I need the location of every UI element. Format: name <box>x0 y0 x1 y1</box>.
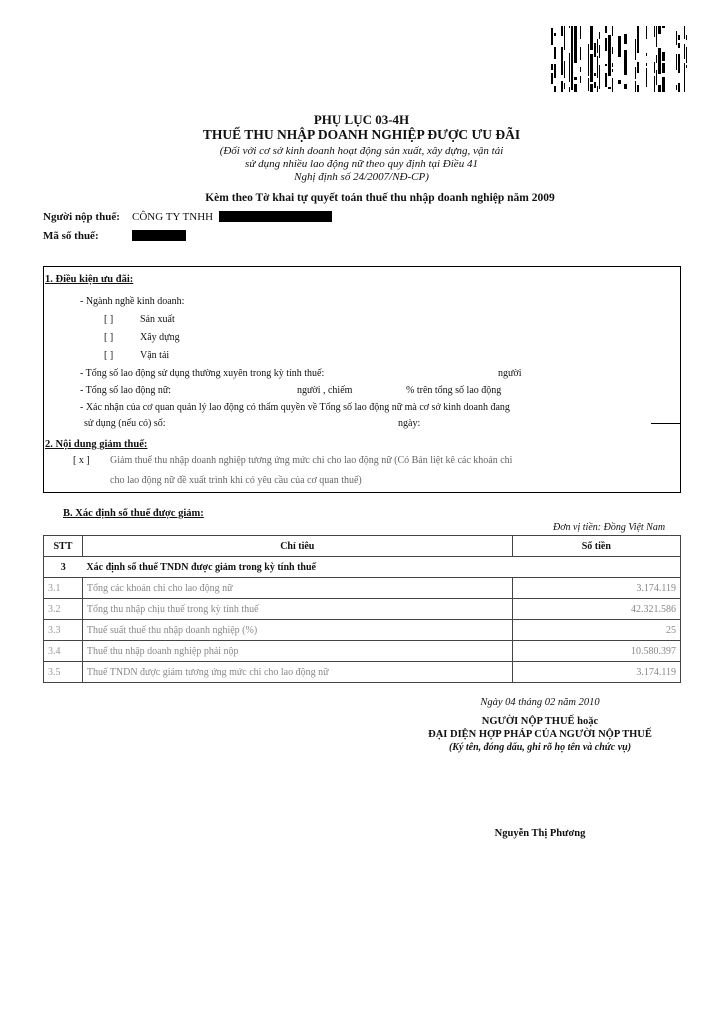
header-amount: Số tiền <box>512 536 680 557</box>
taxpayer-name-label: Người nộp thuế: <box>43 211 120 223</box>
tax-reduction-table <box>43 535 681 683</box>
signing-date: Ngày 04 tháng 02 năm 2010 <box>480 697 600 708</box>
row-stt: 3.3 <box>44 620 83 641</box>
appendix-subtitle-line-1: (Đối với cơ sở kinh doanh hoạt động sản xuất, xây dựng, vận tải <box>219 145 504 157</box>
section1-title: 1. Điều kiện ưu đãi: <box>45 274 134 285</box>
header-item: Chỉ tiêu <box>82 536 512 557</box>
total-workers-unit: người <box>498 368 522 379</box>
row-item: Thuế thu nhập doanh nghiệp phải nộp <box>82 641 512 662</box>
table-row <box>44 578 681 599</box>
confirmation-line-1: - Xác nhận của cơ quan quản lý lao động có thẩm quyền về Tổng số lao động nữ mà cơ sở kinh doanh đang <box>80 402 510 413</box>
taxpayer-name-value: CÔNG TY TNHH <box>132 211 214 223</box>
divider-line <box>651 423 681 424</box>
industry-label: - Ngành nghề kinh doanh: <box>80 296 185 307</box>
attached-to-line: Kèm theo Tờ khai tự quyết toán thuế thu nhập doanh nghiệp năm 2009 <box>205 192 555 204</box>
appendix-title: THUẾ THU NHẬP DOANH NGHIỆP ĐƯỢC ƯU ĐÃI <box>202 127 521 142</box>
row-stt: 3.5 <box>44 662 83 683</box>
signer-role-2: ĐẠI DIỆN HỢP PHÁP CỦA NGƯỜI NỘP THUẾ <box>428 729 652 740</box>
appendix-subtitle-line-3: Nghị định số 24/2007/NĐ-CP) <box>294 171 429 183</box>
appendix-subtitle-line-2: sử dụng nhiều lao động nữ theo quy định tại Điều 41 <box>245 158 478 170</box>
reduction-text-line-2: cho lao động nữ đề xuất trình khi có yêu cầu của cơ quan thuế) <box>110 475 362 486</box>
row-item: Thuế suất thuế thu nhập doanh nghiệp (%) <box>82 620 512 641</box>
row-amount: 3.174.119 <box>512 662 680 683</box>
barcode-image <box>549 26 689 92</box>
table-header-row <box>44 536 681 557</box>
table-row <box>44 662 681 683</box>
total-workers-label: - Tổng số lao động sử dụng thường xuyên trong kỳ tính thuế: <box>80 368 325 379</box>
confirmation-date: ngày: <box>398 418 421 429</box>
female-workers-unit: người , chiếm <box>297 385 353 396</box>
signer-name: Nguyễn Thị Phương <box>494 828 586 839</box>
table-row <box>44 620 681 641</box>
group-item: Xác định số thuế TNDN được giảm trong kỳ tính thuế <box>82 557 680 578</box>
confirmation-line-2: sử dụng (nếu có) số: <box>84 418 166 429</box>
section-b-title: B. Xác định số thuế được giảm: <box>63 508 204 519</box>
section2-title: 2. Nội dung giảm thuế: <box>45 439 148 450</box>
table-group-row <box>44 557 681 578</box>
currency-unit: Đơn vị tiền: Đồng Việt Nam <box>553 522 666 533</box>
group-stt: 3 <box>44 557 83 578</box>
reduction-checkbox[interactable]: [ x ] <box>73 455 90 466</box>
row-item: Tổng thu nhập chịu thuế trong kỳ tính thuế <box>82 599 512 620</box>
reduction-text-line-1: Giảm thuế thu nhập doanh nghiệp tương ứng mức chi cho lao động nữ (Có Bản liệt kê các khoản chi <box>110 455 513 466</box>
header-stt: STT <box>44 536 83 557</box>
option-label-transport: Vận tải <box>140 350 170 361</box>
signature-note: (Ký tên, đóng dấu, ghi rõ họ tên và chức vụ) <box>448 742 632 753</box>
option-box-manufacturing[interactable]: [ ] <box>104 314 114 325</box>
row-item: Thuế TNDN được giảm tương ứng mức chi cho lao động nữ <box>82 662 512 683</box>
option-label-manufacturing: Sản xuất <box>140 314 175 325</box>
redacted-company-name <box>219 211 332 222</box>
female-workers-percent: % trên tổng số lao động <box>406 385 502 396</box>
row-amount: 42.321.586 <box>512 599 680 620</box>
female-workers-label: - Tổng số lao động nữ: <box>80 385 172 396</box>
row-amount: 10.580.397 <box>512 641 680 662</box>
signer-role-1: NGƯỜI NỘP THUẾ hoặc <box>481 716 599 727</box>
appendix-code: PHỤ LỤC 03-4H <box>313 112 410 127</box>
table-row <box>44 641 681 662</box>
tax-code-label: Mã số thuế: <box>43 230 99 242</box>
option-label-construction: Xây dựng <box>140 332 180 343</box>
row-stt: 3.1 <box>44 578 83 599</box>
option-box-transport[interactable]: [ ] <box>104 350 114 361</box>
row-stt: 3.4 <box>44 641 83 662</box>
table-row <box>44 599 681 620</box>
row-amount: 25 <box>512 620 680 641</box>
row-amount: 3.174.119 <box>512 578 680 599</box>
row-item: Tổng các khoản chi cho lao động nữ <box>82 578 512 599</box>
option-box-construction[interactable]: [ ] <box>104 332 114 343</box>
row-stt: 3.2 <box>44 599 83 620</box>
redacted-tax-code <box>132 230 186 241</box>
